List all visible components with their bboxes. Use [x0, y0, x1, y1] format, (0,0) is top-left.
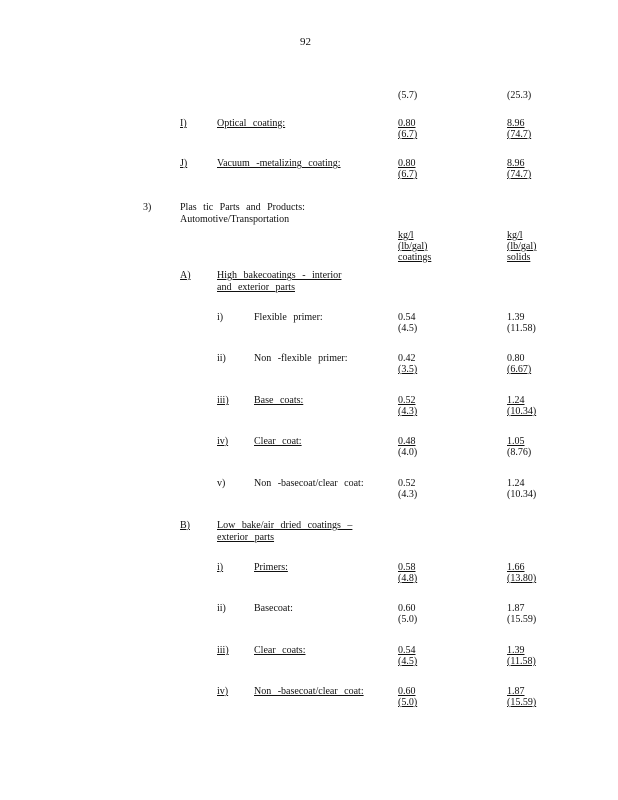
value-solids: 1.87 (15.59): [507, 603, 537, 625]
group-marker: A): [180, 270, 191, 281]
section-title-line1: Plas tic Parts and Products:: [180, 202, 305, 213]
group-label-line1: High bakecoatings - interior: [217, 270, 342, 281]
top-value-solids: (25.3): [507, 90, 532, 101]
item-label: Flexible primer:: [254, 312, 323, 323]
item-label: Basecoat:: [254, 603, 293, 614]
item-label: Clear coat:: [254, 436, 302, 447]
item-marker: J): [180, 158, 188, 169]
value-coatings: 0.80 (6.7): [398, 118, 418, 140]
value-solids: 1.05 (8.76): [507, 436, 532, 458]
item-label: Non -flexible primer:: [254, 353, 348, 364]
value-solids: 8.96 (74.7): [507, 118, 532, 140]
item-marker: iv): [217, 436, 229, 447]
value-coatings: 0.52 (4.3): [398, 395, 418, 417]
value-solids: 1.39 (11.58): [507, 645, 536, 667]
value-coatings: 0.52 (4.3): [398, 478, 418, 500]
group-marker: B): [180, 520, 190, 531]
item-marker: iii): [217, 395, 229, 406]
item-marker: i): [217, 312, 224, 323]
item-marker: v): [217, 478, 226, 489]
page-number: 92: [300, 36, 311, 48]
section-number: 3): [143, 202, 152, 213]
value-coatings: 0.54 (4.5): [398, 645, 418, 667]
item-marker: I): [180, 118, 187, 129]
item-label: Vacuum -metalizing coating:: [217, 158, 341, 169]
item-marker: iii): [217, 645, 229, 656]
item-marker: iv): [217, 686, 229, 697]
value-coatings: 0.80 (6.7): [398, 158, 418, 180]
value-coatings: 0.58 (4.8): [398, 562, 418, 584]
item-marker: ii): [217, 603, 226, 614]
item-marker: i): [217, 562, 224, 573]
value-solids: 1.66 (13.80): [507, 562, 537, 584]
value-coatings: 0.60 (5.0): [398, 686, 418, 708]
value-solids: 0.80 (6.67): [507, 353, 532, 375]
value-solids: 8.96 (74.7): [507, 158, 532, 180]
group-label-line2: and exterior parts: [217, 282, 295, 293]
item-marker: ii): [217, 353, 226, 364]
item-label: Clear coats:: [254, 645, 306, 656]
value-coatings: 0.54 (4.5): [398, 312, 418, 334]
top-value-coatings: (5.7): [398, 90, 418, 101]
value-coatings: 0.48 (4.0): [398, 436, 418, 458]
value-solids: 1.24 (10.34): [507, 478, 537, 500]
value-solids: 1.87 (15.59): [507, 686, 537, 708]
group-label-line1: Low bake/air dried coatings –: [217, 520, 353, 531]
value-solids: 1.39 (11.58): [507, 312, 536, 334]
section-title-line2: Automotive/Transportation: [180, 214, 290, 225]
column-header-coatings: kg/l (lb/gal) coatings: [398, 230, 432, 263]
column-header-solids: kg/l (lb/gal) solids: [507, 230, 537, 263]
item-label: Optical coating:: [217, 118, 286, 129]
value-coatings: 0.42 (3.5): [398, 353, 418, 375]
item-label: Primers:: [254, 562, 288, 573]
item-label: Non -basecoat/clear coat:: [254, 478, 364, 489]
item-label: Base coats:: [254, 395, 304, 406]
item-label: Non -basecoat/clear coat:: [254, 686, 364, 697]
group-label-line2: exterior parts: [217, 532, 275, 543]
value-coatings: 0.60 (5.0): [398, 603, 418, 625]
value-solids: 1.24 (10.34): [507, 395, 537, 417]
